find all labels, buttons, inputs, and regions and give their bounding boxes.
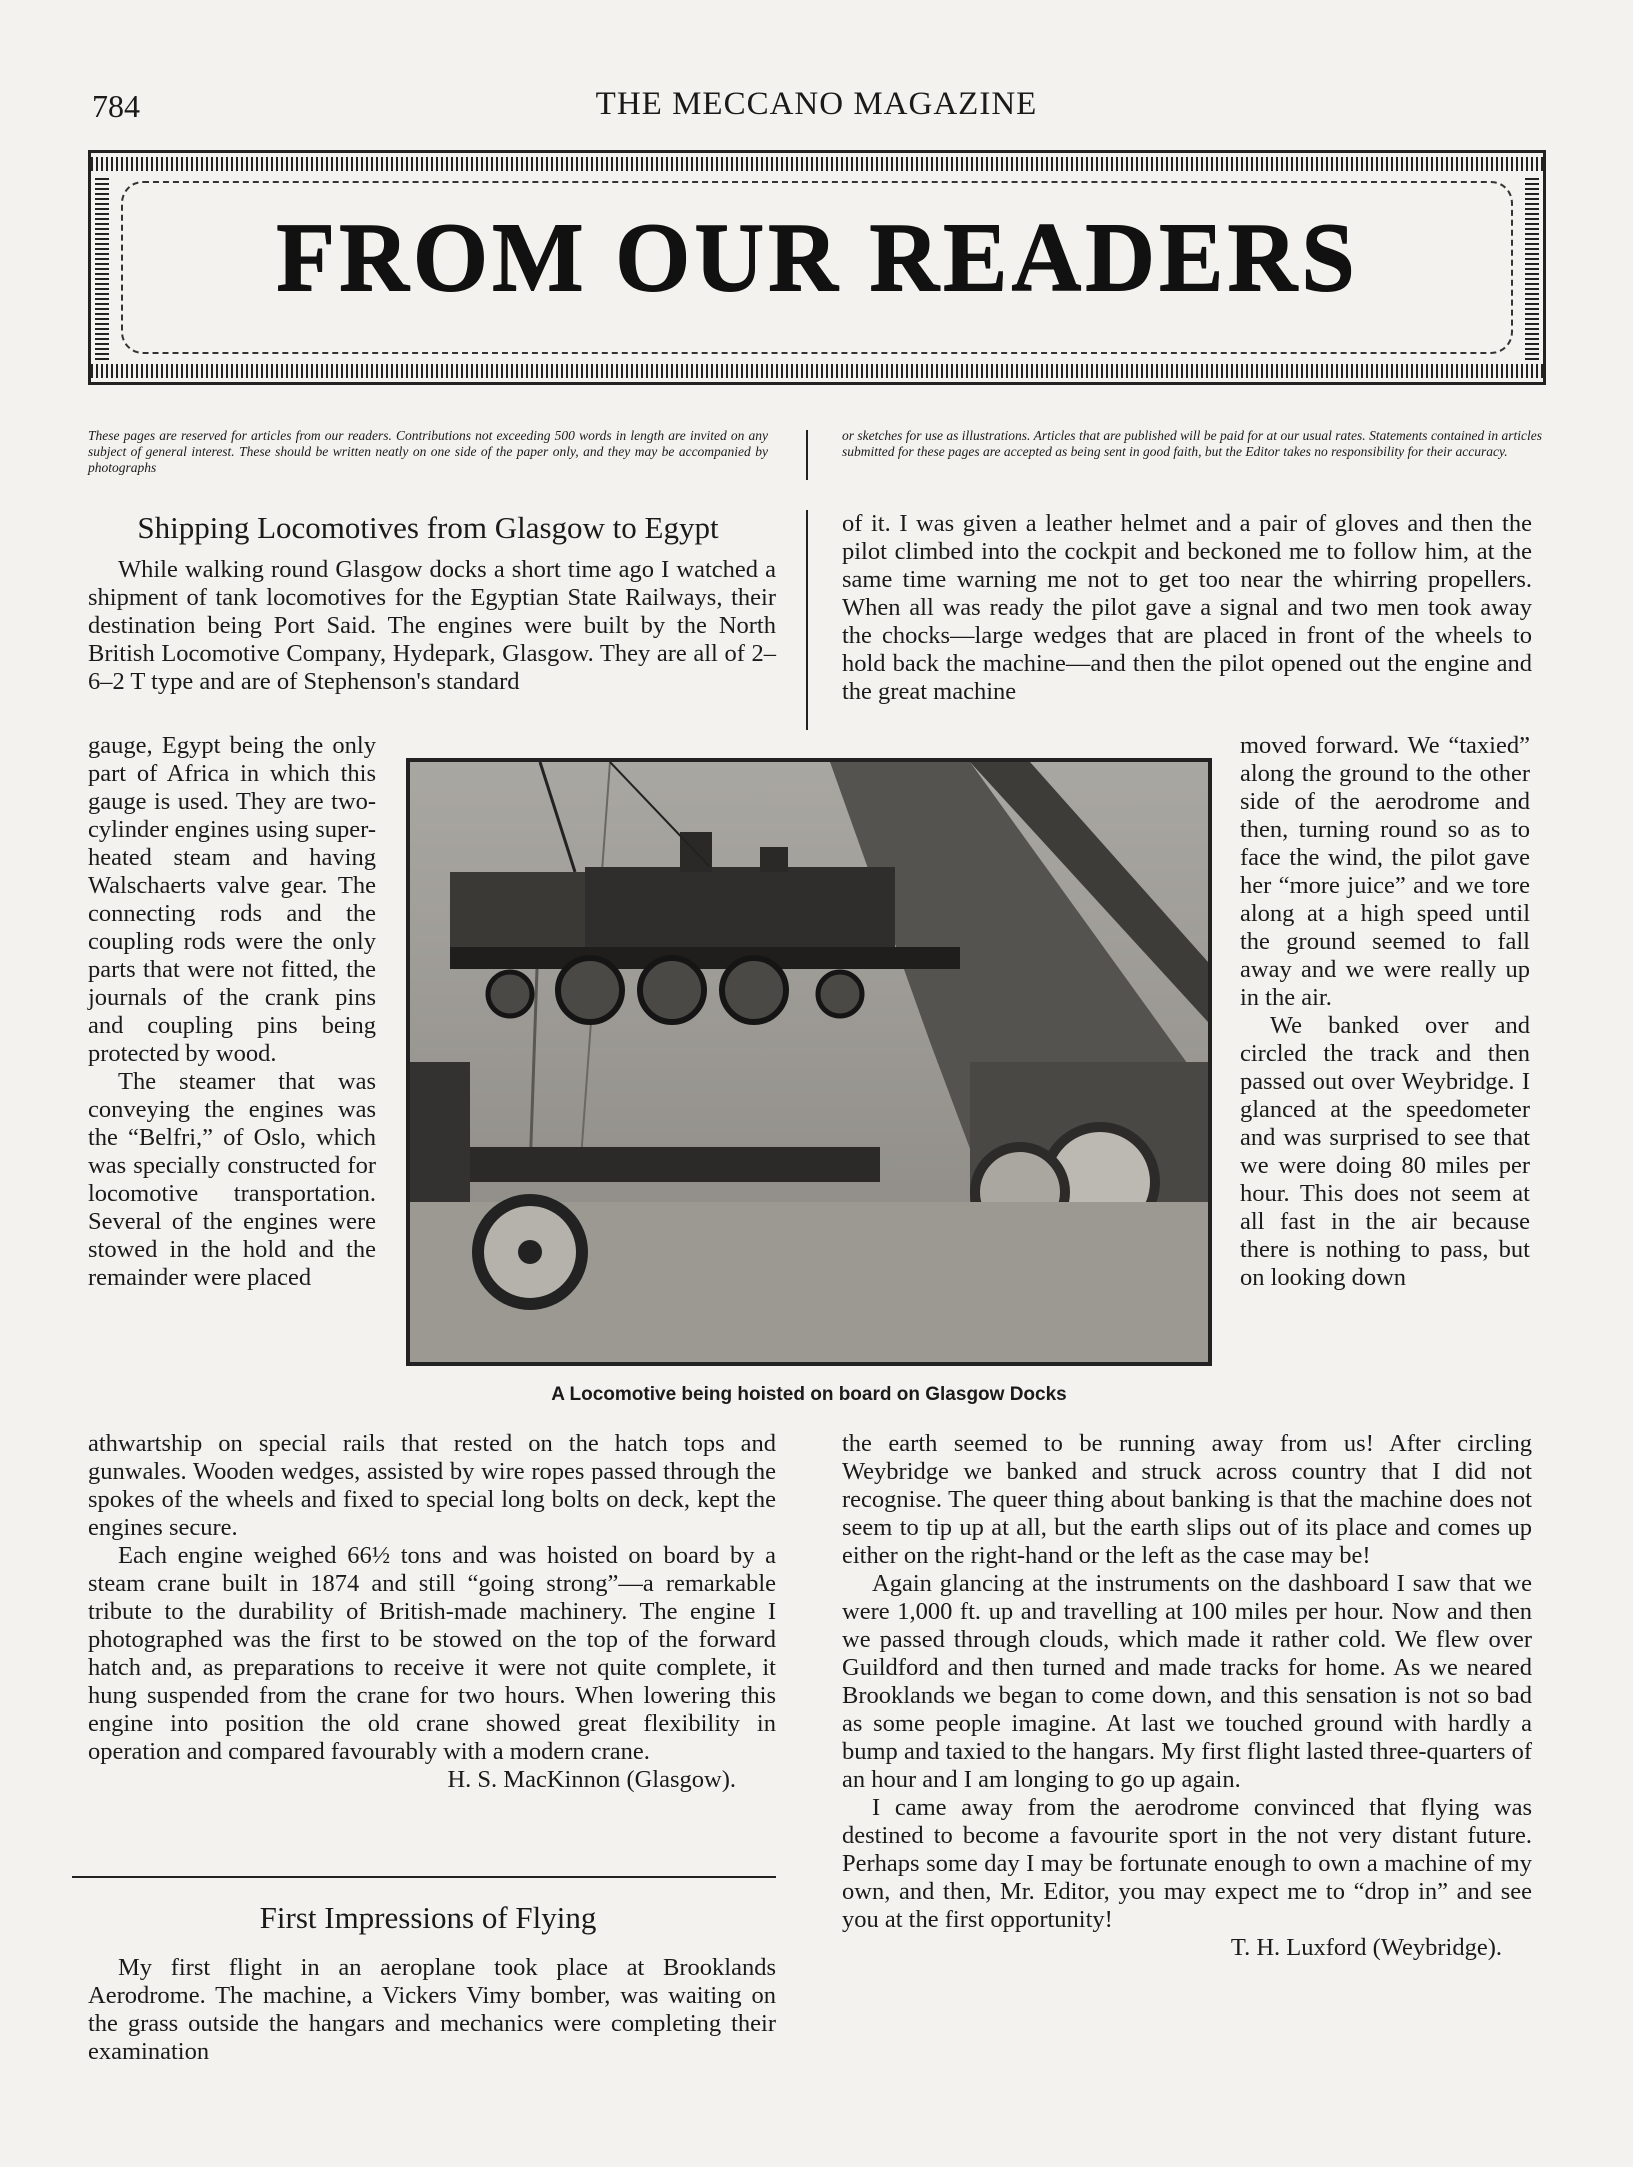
- notice-divider: [806, 430, 808, 480]
- banner-rule-bottom: [91, 364, 1543, 378]
- article-separator: [72, 1876, 776, 1878]
- column-divider: [806, 510, 808, 730]
- locomotive-photo: [406, 758, 1212, 1366]
- article1-signature: H. S. MacKinnon (Glasgow).: [447, 1766, 736, 1793]
- article1-paragraph-2: The steamer that was conveying the engines was the “Belfri,” of Oslo, which was specially constructed for locomotive transportation. Several of the engines were stowed in the hold and the remainder were placed: [88, 1068, 376, 1291]
- article1-lower: [88, 1430, 776, 1794]
- section-banner: [88, 150, 1546, 385]
- article2-paragraph-2: We banked over and circled the track and then passed out over Weybridge. I glanced at the speedometer and was surprised to see that we were doing 80 miles per hour. This does not seem at all fast in the air because there is nothing to pass, but on looking down: [1240, 1012, 1530, 1291]
- article2-paragraph-1: My first flight in an aeroplane took place at Brooklands Aerodrome. The machine, a Vickers Vimy bomber, was waiting on the grass outside the hangars and mechanics were completing their examination: [88, 1954, 776, 2065]
- article2-right-top: [842, 510, 1532, 706]
- article2-paragraph-3: Again glancing at the instruments on the dashboard I saw that we were 1,000 ft. up and travelling at 100 miles per hour. Now and then we passed through clouds, which made it rather cold. We flew over Guildford and then turned and made tracks for home. As we neared Brooklands we began to come down, and this sensation is not so bad as some people imagine. At last we touched ground with hardly a bump and taxied to the hangars. My first flight lasted three-quarters of an hour and I am longing to go up again.: [842, 1570, 1532, 1793]
- article1-paragraph-2-cont: athwartship on special rails that rested on the hatch tops and gunwales. Wooden wedges, assisted by wire ropes passed through the spokes of the wheels and fixed to special long bolts on deck, kept the engines secure.: [88, 1430, 776, 1541]
- article2-signature: T. H. Luxford (Weybridge).: [1230, 1934, 1502, 1961]
- photo-caption: A Locomotive being hoisted on board on Glasgow Docks: [551, 1384, 1067, 1405]
- article2-left: [88, 1954, 776, 2066]
- notice-left: These pages are reserved for articles from our readers. Contributions not exceeding 500 words in length are invited on any subject of general interest. These should be written neatly on one side of the paper only, and they may be accompanied by photographs: [88, 428, 768, 475]
- magazine-title: THE MECCANO MAGAZINE: [595, 86, 1038, 122]
- article2-paragraph-2-cont: the earth seemed to be running away from us! After circling Weybridge we banked and struck across country that I did not recognise. The queer thing about banking is that the machine does not seem to tip up at all, but the earth slips out of its place and comes up either on the right-hand or the left as the case may be!: [842, 1430, 1532, 1569]
- article-title-shipping: Shipping Locomotives from Glasgow to Egypt: [137, 510, 719, 545]
- article1-narrow-column: [88, 732, 376, 1292]
- article2-narrow-column: [1240, 732, 1530, 1292]
- article1-intro: [88, 556, 776, 696]
- page-number: 784: [92, 88, 140, 124]
- article2-paragraph-4: I came away from the aerodrome convinced that flying was destined to become a favourite sport in the not very distant future. Perhaps some day I may be fortunate enough to own a machine of my own, and then, Mr. Editor, you may expect me to “drop in” and see you at the first opportunity!: [842, 1794, 1532, 1933]
- banner-rule-top: [91, 157, 1543, 171]
- article-title-flying: First Impressions of Flying: [259, 1900, 597, 1935]
- article1-paragraph-3: Each engine weighed 66½ tons and was hoisted on board by a steam crane built in 1874 and still “going strong”—a remarkable tribute to the durability of British-made machinery. The engine I photographed was the first to be stowed on the top of the forward hatch and, as preparations to receive it were not quite complete, it hung suspended from the crane for two hours. When lowering this engine into position the old crane showed great flexibility in operation and compared favourably with a modern crane.: [88, 1542, 776, 1765]
- article2-paragraph-1-cont: of it. I was given a leather helmet and a pair of gloves and then the pilot climbed into the cockpit and beckoned me to follow him, at the same time warning me not to get too near the whirring propellers. When all was ready the pilot gave a signal and two men took away the chocks—large wedges that are placed in front of the wheels to hold back the machine—and then the pilot opened out the engine and the great machine: [842, 510, 1532, 705]
- notice-right: or sketches for use as illustrations. Articles that are published will be paid for at our usual rates. Statements contained in articles submitted for these pages are accepted as being sent in good faith, but the Editor takes no responsibility for their accuracy.: [842, 428, 1542, 459]
- article2-paragraph-1-narrow: moved forward. We “taxied” along the ground to the other side of the aerodrome and then, turning round so as to face the wind, the pilot gave her “more juice” and we tore along at a high speed until the ground seemed to fall away and we were really up in the air.: [1240, 732, 1530, 1011]
- locomotive-photo-illustration: [410, 762, 1208, 1362]
- article1-paragraph-1: While walking round Glasgow docks a short time ago I watched a shipment of tank locomotives for the Egyptian State Railways, their destination being Port Said. The engines were built by the North British Locomotive Company, Hydepark, Glasgow. They are all of 2–6–2 T type and are of Stephenson's standard: [88, 556, 776, 695]
- article2-right-lower: [842, 1430, 1532, 1962]
- section-title: FROM OUR READERS: [275, 203, 1359, 311]
- article1-paragraph-1-cont: gauge, Egypt being the only part of Africa in which this gauge is used. They are two-cylinder engines using super-heated steam and having Walschaerts valve gear. The connecting rods and the coupling rods were the only parts that were not fitted, the journals of the crank pins and coupling pins being protected by wood.: [88, 732, 376, 1067]
